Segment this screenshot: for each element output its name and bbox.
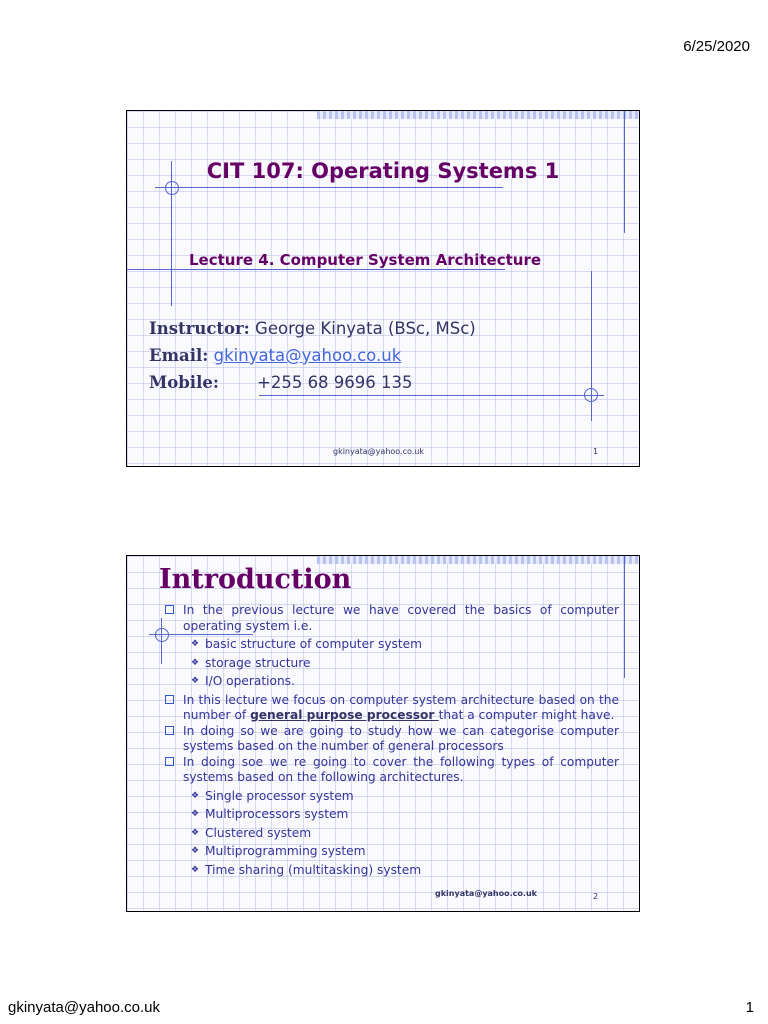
mobile-value: +255 68 9696 135 (257, 373, 413, 392)
decorative-strip (317, 556, 639, 564)
instructor-value: George Kinyata (BSc, MSc) (255, 319, 476, 338)
square-bullet-icon (165, 726, 174, 735)
square-bullet-icon (165, 757, 174, 766)
sub-bullet-item (163, 807, 619, 823)
sub-bullet-item (163, 674, 619, 690)
sub-bullet-item (163, 656, 619, 672)
bullet-item (163, 755, 619, 786)
diamond-bullet-icon: ❖ (191, 809, 200, 819)
diamond-bullet-icon: ❖ (191, 827, 200, 838)
sub-bullet-text: storage structure (205, 655, 311, 670)
slide-2-body (163, 603, 619, 881)
page-date: 6/25/2020 (683, 38, 750, 55)
instructor-label: Instructor: (149, 319, 250, 338)
slide-1 (126, 110, 640, 467)
sub-bullet-text: Time sharing (multitasking) system (205, 862, 422, 877)
decorative-line (127, 269, 505, 270)
sub-bullet-item (163, 863, 619, 879)
diamond-bullet-icon: ❖ (191, 657, 200, 668)
page-number: 1 (745, 999, 754, 1016)
slide-1-subtitle: Lecture 4. Computer System Architecture (189, 251, 542, 269)
sub-bullet-text: basic structure of computer system (205, 637, 423, 651)
email-link[interactable]: gkinyata@yahoo.co.uk (213, 346, 402, 365)
slide-2-title: Introduction (159, 564, 352, 595)
email-label: Email: (149, 346, 209, 365)
slide-2 (126, 555, 640, 912)
bullet-item (163, 603, 619, 634)
emphasis-text: general purpose processor (250, 708, 439, 722)
square-bullet-icon (165, 605, 174, 614)
slide-1-title: CIT 107: Operating Systems 1 (206, 159, 560, 183)
sub-bullet-item (163, 637, 619, 653)
sub-bullet-item (163, 789, 619, 805)
sub-bullet-item (163, 844, 619, 860)
mobile-line (149, 373, 413, 392)
sub-bullet-text: Multiprogramming system (205, 844, 366, 858)
bullet-item (163, 693, 619, 724)
decorative-line (624, 556, 625, 678)
slide-number: 1 (593, 447, 599, 456)
mobile-label: Mobile: (149, 373, 219, 392)
decorative-line (259, 395, 604, 396)
bullet-text: In doing so we are going to study how we can categorise computer systems based on the number of general processors (183, 723, 619, 753)
bullet-text: In doing soe we re going to cover the following types of computer systems based on the following architectures. (183, 754, 619, 784)
slide-number: 2 (593, 892, 599, 901)
diamond-bullet-icon: ❖ (191, 864, 200, 875)
slide-footer-email: gkinyata@yahoo.co.uk (435, 889, 537, 898)
decorative-line (155, 187, 503, 188)
instructor-line (149, 319, 476, 338)
crosshair-circle (584, 388, 598, 402)
diamond-bullet-icon: ❖ (191, 676, 200, 686)
sub-bullet-text: I/O operations. (205, 674, 295, 688)
slide-footer-email: gkinyata@yahoo.co.uk (333, 447, 424, 456)
diamond-bullet-icon: ❖ (191, 639, 200, 649)
sub-bullet-text: Single processor system (205, 788, 354, 803)
bullet-text: that a computer might have. (438, 708, 615, 722)
decorative-strip (317, 111, 639, 119)
bullet-item (163, 724, 619, 755)
email-line (149, 346, 401, 365)
diamond-bullet-icon: ❖ (191, 790, 200, 801)
square-bullet-icon (165, 695, 174, 704)
bullet-text: In the previous lecture we have covered the basics of computer operating system i.e. (183, 603, 619, 633)
bullet-text: In this lecture we focus on computer system architecture based on the number of (183, 692, 619, 722)
diamond-bullet-icon: ❖ (191, 846, 200, 856)
sub-bullet-text: Multiprocessors system (205, 807, 349, 821)
sub-bullet-text: Clustered system (205, 825, 312, 840)
page-footer-email: gkinyata@yahoo.co.uk (8, 999, 160, 1016)
sub-bullet-item (163, 826, 619, 842)
crosshair-circle (165, 181, 179, 195)
